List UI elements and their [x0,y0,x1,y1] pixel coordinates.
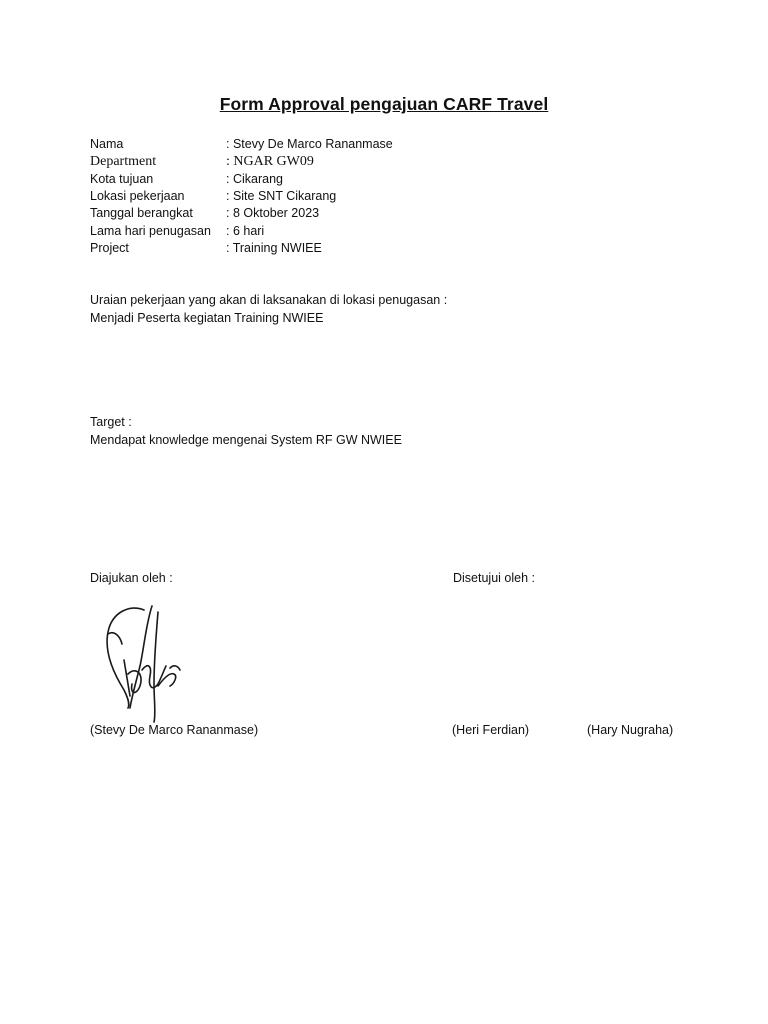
work-description-heading: Uraian pekerjaan yang akan di laksanakan di lokasi penugasan : [90,293,448,307]
field-label: Kota tujuan [90,172,154,186]
submitter-name: (Stevy De Marco Rananmase) [90,723,259,737]
field-value: : Site SNT Cikarang [226,189,337,203]
field-label: Lama hari penugasan [90,224,211,238]
field-value: : Training NWIEE [226,241,322,255]
work-description-text: Menjadi Peserta kegiatan Training NWIEE [90,311,324,325]
signature-image [100,600,192,726]
field-value: : Stevy De Marco Rananmase [226,137,393,151]
approver-name-2: (Hary Nugraha) [587,723,674,737]
field-label: Department [90,154,157,169]
signature-stroke [154,612,158,722]
field-value: : NGAR GW09 [226,154,314,169]
target-heading: Target : [90,415,132,429]
approved-by-label: Disetujui oleh : [453,571,535,585]
form-title: Form Approval pengajuan CARF Travel [219,94,549,114]
submitted-by-label: Diajukan oleh : [90,571,173,585]
field-label: Tanggal berangkat [90,206,193,220]
signature-stroke [107,608,144,708]
field-label: Nama [90,137,124,151]
field-label: Project [90,241,129,255]
field-value: : 8 Oktober 2023 [226,206,320,220]
signature-stroke [124,660,141,696]
field-value: : Cikarang [226,172,283,186]
signature-stroke [108,633,122,644]
target-text: Mendapat knowledge mengenai System RF GW NWIEE [90,433,402,447]
field-value: : 6 hari [226,224,265,238]
field-label: Lokasi pekerjaan [90,189,185,203]
approver-name-1: (Heri Ferdian) [452,723,530,737]
